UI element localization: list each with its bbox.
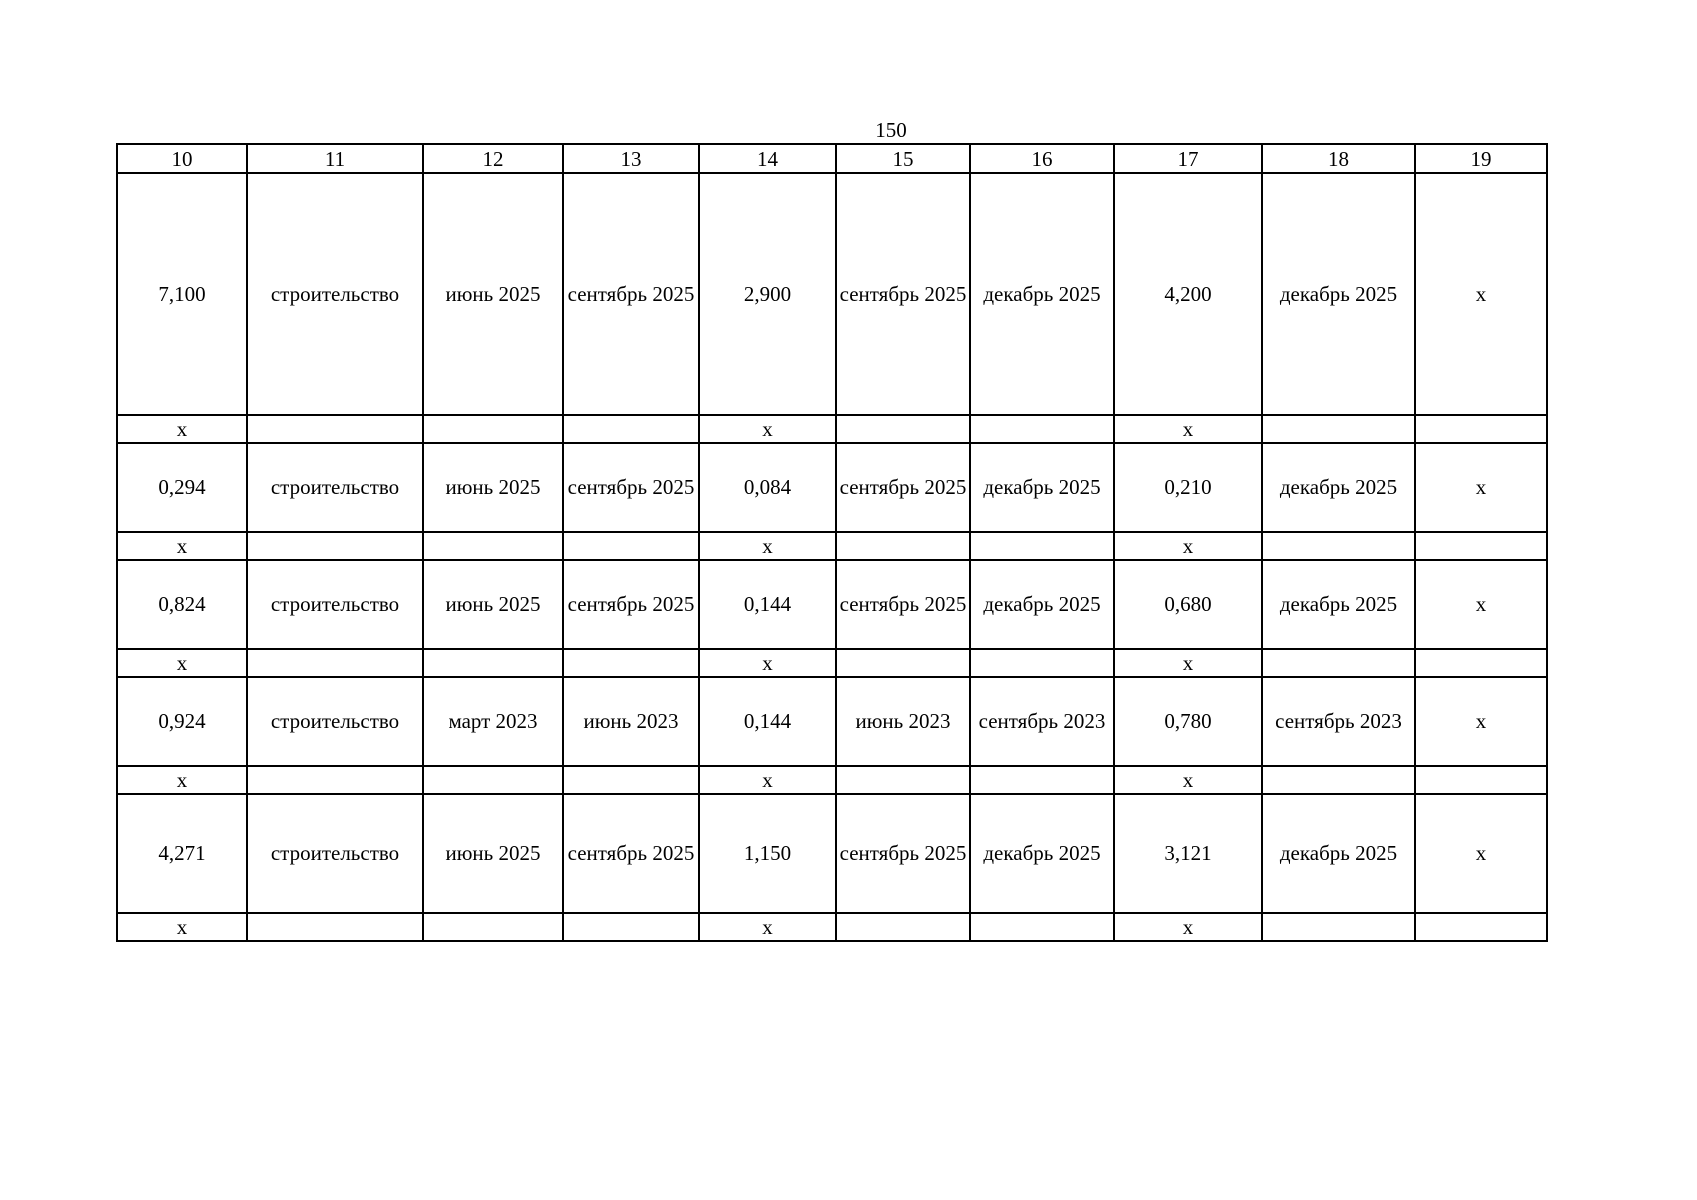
table-row [117,913,1547,941]
table-cell [1262,649,1415,677]
table-cell: сентябрь 2025 [836,794,970,913]
table-cell [970,415,1114,443]
table-cell: 1,150 [699,794,836,913]
table-cell [423,913,563,941]
table-cell [247,766,423,794]
table-cell [247,532,423,560]
column-number: 11 [247,144,423,173]
table-cell: строительство [247,677,423,766]
table-cell: июнь 2025 [423,560,563,649]
table-cell: сентябрь 2025 [563,443,699,532]
table-row [117,560,1547,649]
table-row [117,677,1547,766]
table-cell: июнь 2023 [836,677,970,766]
table-cell [970,649,1114,677]
table-cell: 0,680 [1114,560,1262,649]
table-cell: декабрь 2025 [970,173,1114,415]
table-cell: х [699,649,836,677]
table-cell: декабрь 2025 [1262,560,1415,649]
table-cell [970,532,1114,560]
table-cell: 0,144 [699,677,836,766]
table-cell: декабрь 2025 [970,794,1114,913]
table-cell: х [1114,766,1262,794]
table-cell [563,766,699,794]
table-cell [1415,649,1547,677]
column-number-row [117,144,1547,173]
table-cell: сентябрь 2025 [563,173,699,415]
table-cell: х [699,913,836,941]
table-cell [1415,766,1547,794]
table-cell: сентябрь 2025 [563,560,699,649]
column-number: 12 [423,144,563,173]
table-cell [247,649,423,677]
page-number: 150 [875,118,907,142]
table-cell: декабрь 2025 [1262,173,1415,415]
column-number: 19 [1415,144,1547,173]
table-cell: 0,780 [1114,677,1262,766]
table-cell: х [1415,560,1547,649]
table-cell: 0,824 [117,560,247,649]
table-cell: х [1114,532,1262,560]
table-cell [1415,532,1547,560]
table-cell: х [117,415,247,443]
column-number: 15 [836,144,970,173]
table-row [117,649,1547,677]
table-cell: сентябрь 2023 [970,677,1114,766]
table-cell [247,415,423,443]
table-cell: х [1114,913,1262,941]
table-cell: 2,900 [699,173,836,415]
column-number: 16 [970,144,1114,173]
table-cell [247,913,423,941]
table-cell: 4,200 [1114,173,1262,415]
table-cell: март 2023 [423,677,563,766]
table-cell [1262,913,1415,941]
table-cell: строительство [247,173,423,415]
table-cell: х [1415,794,1547,913]
table-cell [970,913,1114,941]
table-row [117,173,1547,415]
table-cell: х [117,532,247,560]
table-cell: строительство [247,443,423,532]
table-cell [423,532,563,560]
table-cell: 0,294 [117,443,247,532]
table-cell: х [1114,415,1262,443]
table-cell: х [699,532,836,560]
table-cell: декабрь 2025 [1262,443,1415,532]
column-number: 13 [563,144,699,173]
table-cell: декабрь 2025 [970,443,1114,532]
table-cell: 7,100 [117,173,247,415]
table-cell [836,649,970,677]
table-cell: х [699,766,836,794]
table-cell [1262,766,1415,794]
data-table [116,143,1548,942]
table-cell [563,913,699,941]
table-cell: июнь 2025 [423,443,563,532]
column-number: 14 [699,144,836,173]
column-number: 10 [117,144,247,173]
column-number: 17 [1114,144,1262,173]
table-cell: х [1415,677,1547,766]
column-number: 18 [1262,144,1415,173]
table-cell: 0,210 [1114,443,1262,532]
table-cell: 0,144 [699,560,836,649]
table-cell: сентябрь 2023 [1262,677,1415,766]
table-cell: 4,271 [117,794,247,913]
table-cell: 0,084 [699,443,836,532]
table-cell: х [117,766,247,794]
table-row [117,532,1547,560]
table-cell: июнь 2025 [423,794,563,913]
table-cell [1415,913,1547,941]
table-cell: х [117,649,247,677]
table-cell: строительство [247,794,423,913]
table-cell: х [117,913,247,941]
table-cell: сентябрь 2025 [836,173,970,415]
table-cell [1415,415,1547,443]
table-cell [423,415,563,443]
table-cell [1262,532,1415,560]
table-cell: 0,924 [117,677,247,766]
table-cell [836,415,970,443]
table-cell [563,415,699,443]
table-row [117,443,1547,532]
table-cell: х [1415,173,1547,415]
table-cell [423,766,563,794]
table-cell: 3,121 [1114,794,1262,913]
table-cell: х [1415,443,1547,532]
table-row [117,766,1547,794]
table-cell: х [699,415,836,443]
table-cell [836,532,970,560]
table-cell [563,649,699,677]
table-cell: декабрь 2025 [970,560,1114,649]
table-cell: сентябрь 2025 [836,443,970,532]
table-cell [836,766,970,794]
table-cell: сентябрь 2025 [836,560,970,649]
table-cell [836,913,970,941]
table-cell: х [1114,649,1262,677]
table-cell [1262,415,1415,443]
table-cell [970,766,1114,794]
table-cell: июнь 2023 [563,677,699,766]
table-cell: июнь 2025 [423,173,563,415]
table-cell: сентябрь 2025 [563,794,699,913]
table-row [117,415,1547,443]
table-cell [423,649,563,677]
table-cell: декабрь 2025 [1262,794,1415,913]
table-cell [563,532,699,560]
table-cell: строительство [247,560,423,649]
table-row [117,794,1547,913]
